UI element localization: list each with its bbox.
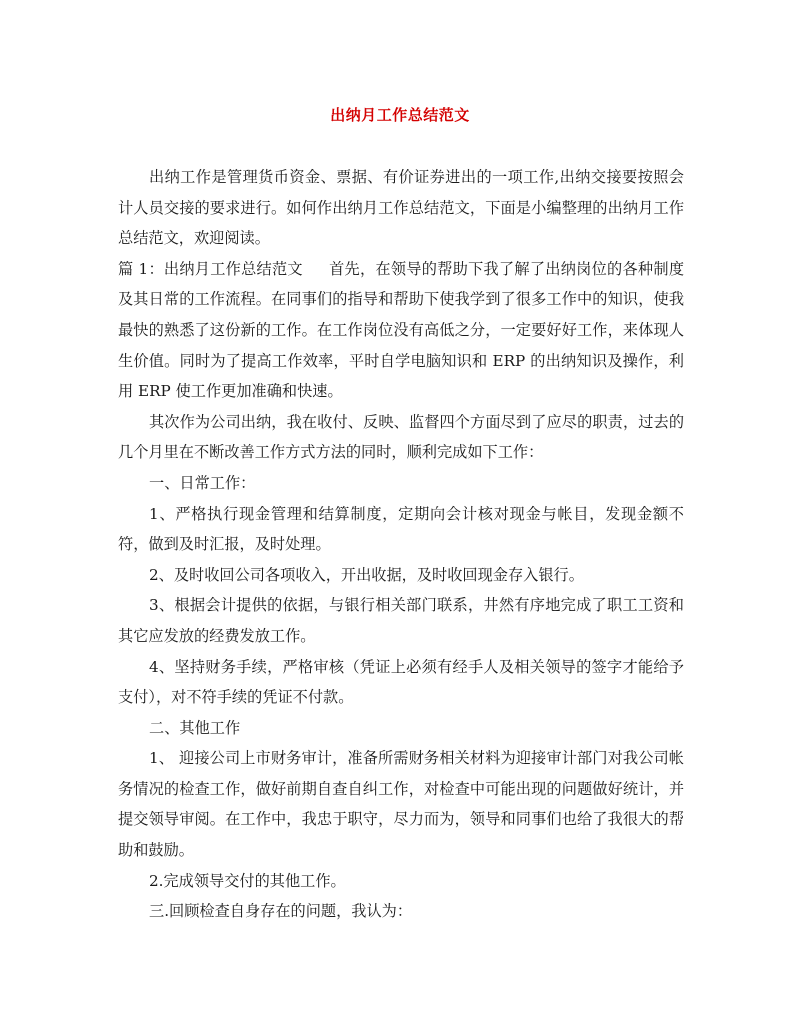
intro-paragraph: 出纳工作是管理货币资金、票据、有价证券进出的一项工作,出纳交接要按照会计人员交接的要求进行。如何作出纳月工作总结范文，下面是小编整理的出纳月工作总结范文，欢迎阅读。 xyxy=(118,168,684,248)
section1-text: 首先，在领导的帮助下我了解了出纳岗位的各种制度及其日常的工作流程。在同事们的指导和帮助下使我学到了很多工作中的知识，使我最快的熟悉了这份新的工作。在工作岗位没有高低之分，一定要好好工作，来体现人生价值。同时为了提高工作效率，平时自学电脑知识和 ERP 的出纳知识及操作，利用 ERP 使工作更加准确和快速。 xyxy=(118,259,685,401)
daily-item-4: 4、坚持财务手续，严格审核（凭证上必须有经手人及相关领导的签字才能给予支付），对不符手续的凭证不付款。 xyxy=(118,657,684,707)
heading-daily-work: 一、日常工作： xyxy=(149,473,256,492)
document-title: 出纳月工作总结范文 xyxy=(330,106,470,124)
section1-heading: 篇 1：出纳月工作总结范文 xyxy=(118,259,303,278)
daily-item-3: 3、根据会计提供的依据，与银行相关部门联系，井然有序地完成了职工工资和其它应发放的经费发放工作。 xyxy=(118,596,684,645)
paragraph-2: 其次作为公司出纳，我在收付、反映、监督四个方面尽到了应尽的职责，过去的几个月里在不断改善工作方式方法的同时，顺利完成如下工作： xyxy=(118,412,684,462)
section1-paragraph xyxy=(118,254,684,407)
document-body xyxy=(118,162,684,927)
other-item-2: 2.完成领导交付的其他工作。 xyxy=(149,871,346,890)
daily-item-2: 2、及时收回公司各项收入，开出收据，及时收回现金存入银行。 xyxy=(149,565,584,584)
daily-item-1: 1、严格执行现金管理和结算制度，定期向会计核对现金与帐目，发现金额不符，做到及时汇报，及时处理。 xyxy=(118,504,684,554)
heading-review: 三.回顾检查自身存在的问题，我认为： xyxy=(149,902,413,921)
heading-other-work: 二、其他工作 xyxy=(149,718,241,737)
other-item-1: 1、 迎接公司上市财务审计，准备所需财务相关材料为迎接审计部门对我公司帐务情况的检查工作，做好前期自查自纠工作，对检查中可能出现的问题做好统计，并提交领导审阅。在工作中，我忠于职守，尽力而为，领导和同事们也给了我很大的帮助和鼓励。 xyxy=(118,749,684,860)
